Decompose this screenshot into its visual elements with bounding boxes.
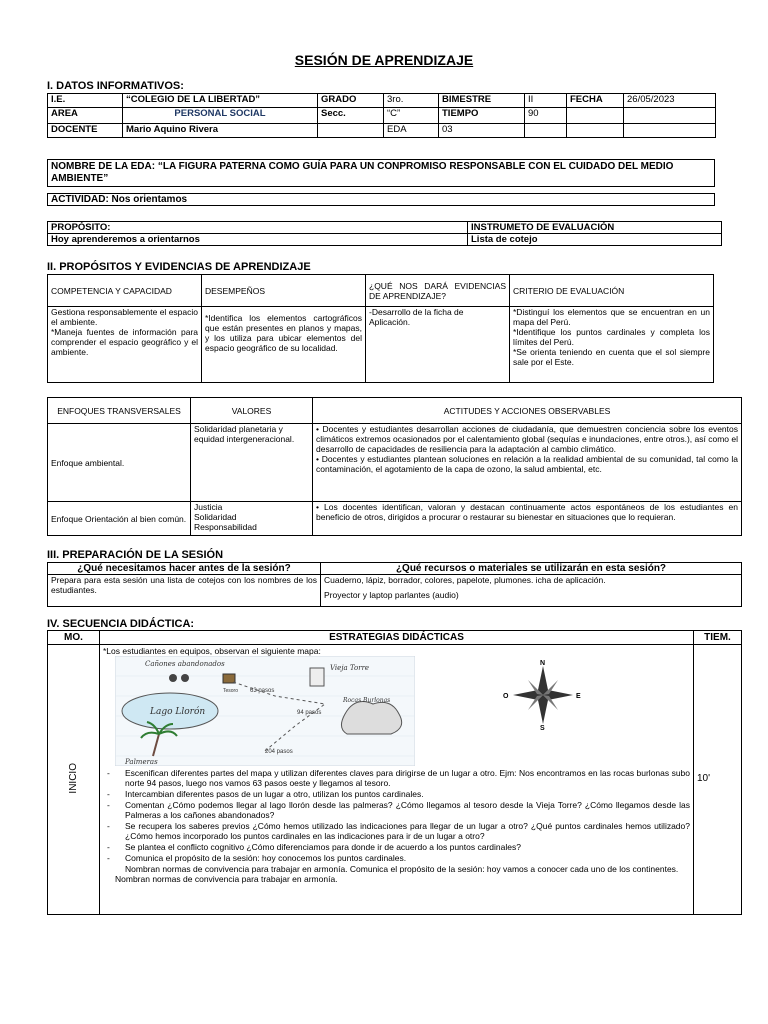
- bimestre-value: II: [525, 94, 567, 108]
- actitud-1: • Docentes y estudiantes desarrollan acciones de ciudadanía, que demuestren conciencia sobre los eventos climáticos extremos ocasionados por el calentamiento global (sequías e inundaciones, entre otros.), así como el desarrollo de capacidades de resiliencia para la adaptación al cambio climático.: [316, 424, 738, 454]
- instrumento-value: Lista de cotejo: [468, 234, 722, 246]
- header-desempenos: DESEMPEÑOS: [202, 275, 366, 307]
- secuencia-table: [47, 630, 742, 915]
- page-title: SESIÓN DE APRENDIZAJE: [294, 52, 474, 68]
- ie-value: “COLEGIO DE LA LIBERTAD”: [123, 94, 318, 108]
- actitud-3: • Los docentes identifican, valoran y destacan continuamente actos espontáneos de los estudiantes en beneficio de otros, dirigidos a procurar o restaurar su bienestar en situaciones que lo requieran.: [313, 502, 742, 536]
- criterio-3: *Se orienta teniendo en cuenta que el sol siempre sale por el Este.: [513, 347, 710, 367]
- header-momento: MO.: [48, 631, 100, 645]
- enfoque-ambiental: Enfoque ambiental.: [48, 424, 191, 502]
- header-estrategias: ESTRATEGIAS DIDÁCTICAS: [100, 631, 694, 645]
- map-label-94: 94 pasos: [297, 710, 322, 716]
- desempeno-text: *Identifica los elementos cartográficos que están presentes en planos y mapas, y los utiliza para ubicar elementos del espacio geográfico de su localidad.: [202, 307, 366, 383]
- compass-e: E: [576, 693, 581, 700]
- proposito-label: PROPÓSITO:: [48, 222, 468, 234]
- secc-label: Secc.: [318, 108, 384, 124]
- section-2-heading: II. PROPÓSITOS Y EVIDENCIAS DE APRENDIZAJE: [47, 261, 311, 273]
- recursos-2: Proyector y laptop parlantes (audio): [324, 590, 459, 600]
- eda-label: EDA: [384, 124, 439, 138]
- list-item: - Comunica el propósito de la sesión: hoy conocemos los puntos cardinales.: [125, 853, 690, 863]
- fecha-label: FECHA: [567, 94, 624, 108]
- list-item: - Comentan ¿Cómo podemos llegar al lago llorón desde las palmeras? ¿Cómo llegamos al tesoro desde la Vieja Torre? ¿Cómo llegamos desde las Palmeras a los cañones abandonados?: [125, 800, 690, 820]
- list-item: - Escenifican diferentes partes del mapa y utilizan diferentes claves para dirigirse de un lugar a otro. Ejm: Nos encontramos en las rocas burlonas subo norte 94 pasos, luego nos vamos 63 pasos oeste y llegamos al tesoro.: [125, 768, 690, 788]
- tiempo-inicio: 10': [694, 645, 742, 915]
- bimestre-label: BIMESTRE: [439, 94, 525, 108]
- actitud-2: • Docentes y estudiantes plantean soluciones en relación a la realidad ambiental de su comunidad, tal como la contaminación, el agotamiento de la capa de ozono, la salud ambiental, etc.: [316, 454, 738, 474]
- preparacion-table: [47, 562, 742, 607]
- section-4-heading: IV. SECUENCIA DIDÁCTICA:: [47, 618, 195, 630]
- compass-n: N: [540, 660, 546, 667]
- valor-solidaridad: Solidaridad planetaria y equidad intergeneracional.: [191, 424, 313, 502]
- enfoques-table: [47, 397, 742, 536]
- tiempo-value: 90: [525, 108, 567, 124]
- section-3-heading: III. PREPARACIÓN DE LA SESIÓN: [47, 549, 224, 561]
- capacidad-text: *Maneja fuentes de información para comprender el espacio geográfico y el ambiente.: [51, 327, 198, 357]
- grado-value: 3ro.: [384, 94, 439, 108]
- header-actitudes: ACTITUDES Y ACCIONES OBSERVABLES: [313, 398, 742, 424]
- actividad: ACTIVIDAD: Nos orientamos: [48, 194, 715, 206]
- header-evidencias: ¿QUÉ NOS DARÁ EVIDENCIAS DE APRENDIZAJE?: [366, 275, 510, 307]
- criterio-2: *Identifique los puntos cardinales y completa los límites del Perú.: [513, 327, 710, 347]
- criterio-1: *Distinguí los elementos que se encuentran en un mapa del Perú.: [513, 307, 710, 327]
- valor-responsabilidad: Responsabilidad: [194, 522, 257, 532]
- eda-name-box: [47, 159, 715, 187]
- header-valores: VALORES: [191, 398, 313, 424]
- momento-inicio: INICIO: [68, 762, 79, 794]
- map-label-canones: Cañones abandonados: [145, 660, 225, 668]
- map-label-rocas: Rocas Burlonas: [343, 697, 391, 704]
- map-label-63: 63 pasos: [250, 688, 275, 694]
- propositos-table: [47, 274, 714, 383]
- map-label-lago: Lago Llorón: [150, 707, 206, 717]
- paragraph-normas-1: Nombran normas de convivencia para trabajar en armonía. Comunica el propósito de la sesión: hoy vamos a conocer cada uno de los continentes.: [125, 864, 679, 874]
- valor-solidaridad-2: Solidaridad: [194, 512, 237, 522]
- list-item: - Se recupera los saberes previos ¿Cómo hemos utilizado las indicaciones para llegar de un lugar a otro? ¿Qué puntos cardinales hemos utilizado? ¿Cómo hemos incorporado los puntos cardinales en las indicaciones para ir de un lugar a otro?: [125, 821, 690, 841]
- enfoque-bien-comun: Enfoque Orientación al bien común.: [48, 502, 191, 536]
- rocks-shape: [341, 702, 401, 734]
- header-competencia: COMPETENCIA Y CAPACIDAD: [48, 275, 202, 307]
- intro-text: *Los estudiantes en equipos, observan el siguiente mapa:: [103, 646, 321, 656]
- list-item: - Intercambian diferentes pasos de un lugar a otro, utilizan los puntos cardinales.: [125, 789, 690, 799]
- fecha-value: 26/05/2023: [624, 94, 716, 108]
- header-enfoques: ENFOQUES TRANSVERSALES: [48, 398, 191, 424]
- docente-value: Mario Aquino Rivera: [123, 124, 318, 138]
- recursos-1: Cuaderno, lápiz, borrador, colores, papelote, plumones. icha de aplicación.: [324, 575, 606, 585]
- header-tiempo: TIEM.: [694, 631, 742, 645]
- treasure-chest: [223, 674, 235, 683]
- map-label-204: 204 pasos: [265, 749, 293, 755]
- proposito-table: [47, 221, 722, 246]
- paragraph-normas-2: Nombran normas de convivencia para trabajar en armonía.: [115, 874, 338, 884]
- ie-label: I.E.: [48, 94, 123, 108]
- tiempo-label: TIEMPO: [439, 108, 525, 124]
- area-value: PERSONAL SOCIAL: [123, 108, 318, 124]
- header-antes: ¿Qué necesitamos hacer antes de la sesión?: [48, 563, 321, 575]
- evidencia-text: -Desarrollo de la ficha de Aplicación.: [366, 307, 510, 383]
- valor-justicia: Justicia: [194, 502, 223, 512]
- eda-name: NOMBRE DE LA EDA: “LA FIGURA PATERNA COMO GUÍA PARA UN CONPROMISO RESPONSABLE CON EL CUIDADO DEL MEDIO AMBIENTE”: [48, 160, 715, 187]
- tower-shape: [310, 668, 324, 686]
- eda-value: 03: [439, 124, 525, 138]
- datos-informativos-table: [47, 93, 716, 138]
- cannon-shape: [169, 674, 177, 682]
- list-item: - Se plantea el conflicto cognitivo ¿Cómo diferenciamos para donde ir de acuerdo a los puntos cardinales?: [125, 842, 690, 852]
- map-label-torre: Vieja Torre: [330, 664, 370, 672]
- docente-label: DOCENTE: [48, 124, 123, 138]
- treasure-map: [115, 656, 415, 766]
- compass-rose-icon: [503, 660, 583, 730]
- competencia-text: Gestiona responsablemente el espacio el ambiente.: [51, 307, 198, 327]
- proposito-value: Hoy aprenderemos a orientarnos: [48, 234, 468, 246]
- instrumento-label: INSTRUMETO DE EVALUACIÓN: [468, 222, 722, 234]
- header-recursos: ¿Qué recursos o materiales se utilizarán en esta sesión?: [321, 563, 742, 575]
- strategy-list: [103, 768, 690, 863]
- compass-s: S: [540, 725, 545, 730]
- map-label-tesoro: Tesoro: [223, 688, 239, 694]
- grado-label: GRADO: [318, 94, 384, 108]
- map-label-palmeras: Palmeras: [125, 758, 158, 766]
- actividad-box: [47, 193, 715, 206]
- compass-o: O: [503, 693, 509, 700]
- area-label: AREA: [48, 108, 123, 124]
- header-criterio: CRITERIO DE EVALUACIÓN: [510, 275, 714, 307]
- secc-value: “C”: [384, 108, 439, 124]
- antes-text: Prepara para esta sesión una lista de cotejos con los nombres de los estudiantes.: [48, 575, 321, 607]
- section-1-heading: I. DATOS INFORMATIVOS:: [47, 80, 184, 92]
